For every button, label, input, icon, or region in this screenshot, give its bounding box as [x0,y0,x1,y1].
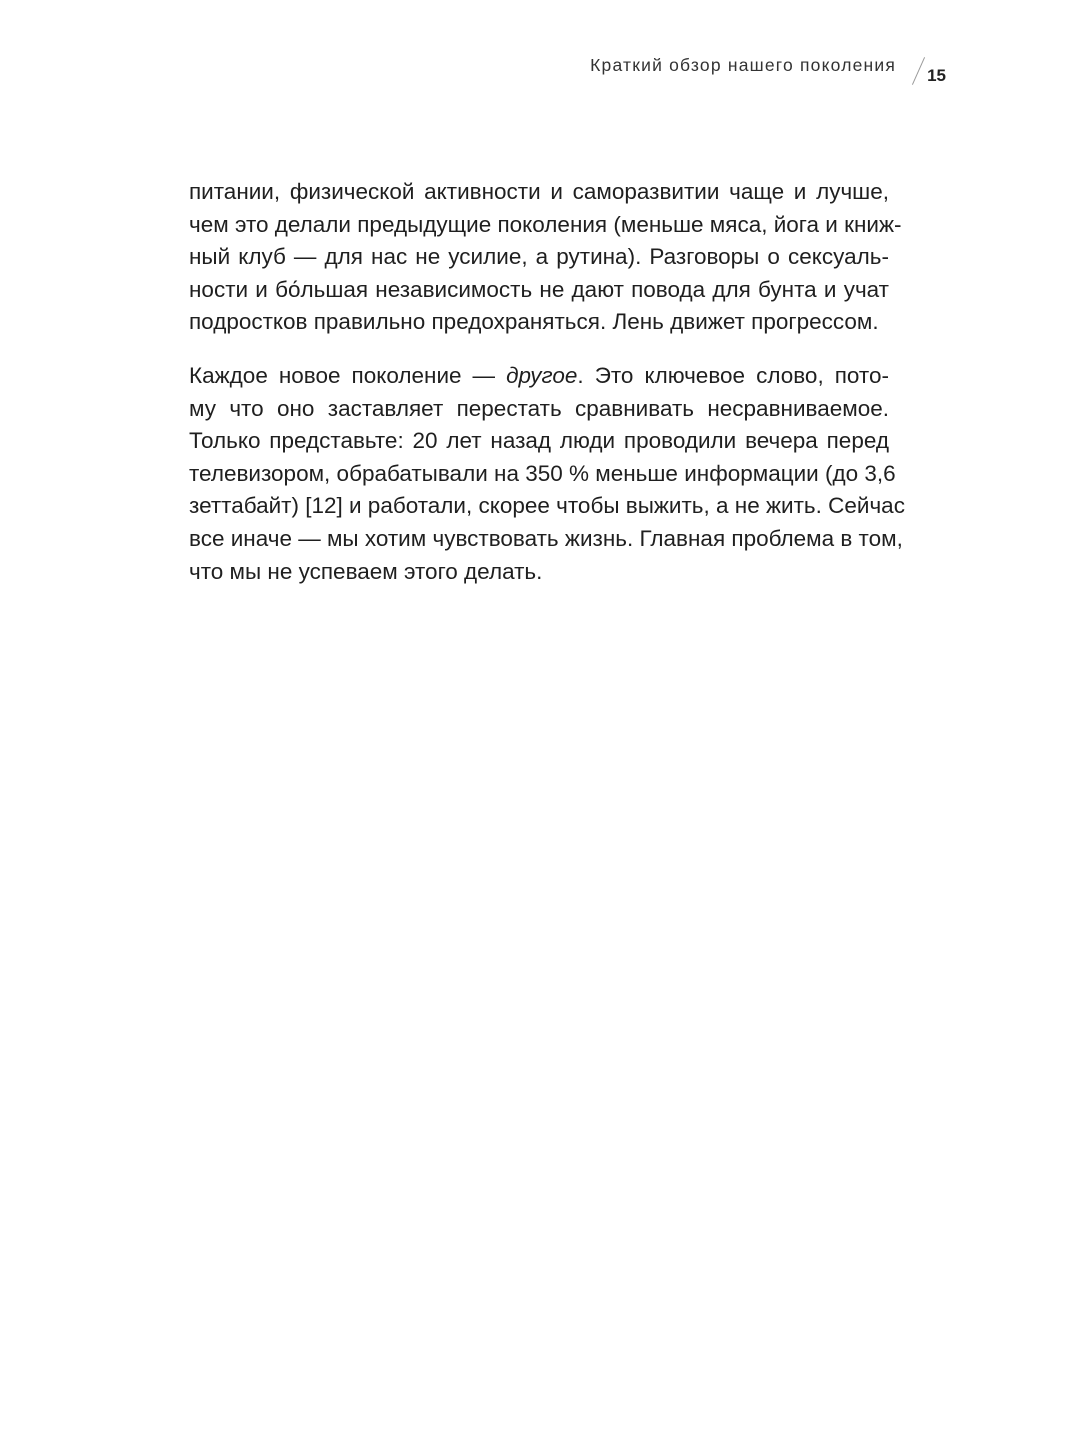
text-line: ный клуб — для нас не усилие, а рутина). Разговоры о сексуаль- [189,244,889,270]
text-line: зеттабайт) [12] и работали, скорее чтобы выжить, а не жить. Сейчас [189,493,905,519]
text-line: что мы не успеваем этого делать. [189,558,543,584]
text-segment: . Это ключевое слово, пото- [577,362,889,388]
text-segment: Каждое новое поколение — [189,362,507,388]
text-line: Только представьте: 20 лет назад люди проводили вечера перед [189,428,889,454]
emphasized-word: другое [506,362,578,388]
text-line: подростков правильно предохраняться. Лень движет прогрессом. [189,309,879,335]
running-header [590,52,946,92]
running-title: Краткий обзор нашего поколения [590,55,897,75]
text-line: чем это делали предыдущие поколения (меньше мяса, йога и книж- [189,211,902,237]
paragraph-2 [189,360,905,588]
text-line-with-emphasis [189,360,889,393]
paragraph-1 [189,176,902,339]
text-line: ности и бо́льшая независимость не дают повода для бунта и учат [189,276,889,302]
page-number: 15 [927,66,946,85]
text-line: питании, физической активности и саморазвитии чаще и лучше, [189,179,889,204]
text-line: все иначе — мы хотим чувствовать жизнь. Главная проблема в том, [189,525,903,551]
text-line: телевизором, обрабатывали на 350 % меньше информации (до 3,6 [189,460,896,486]
header-divider-slash [912,57,925,85]
body-text [189,176,905,609]
text-line: му что оно заставляет перестать сравнивать несравниваемое. [189,395,889,421]
